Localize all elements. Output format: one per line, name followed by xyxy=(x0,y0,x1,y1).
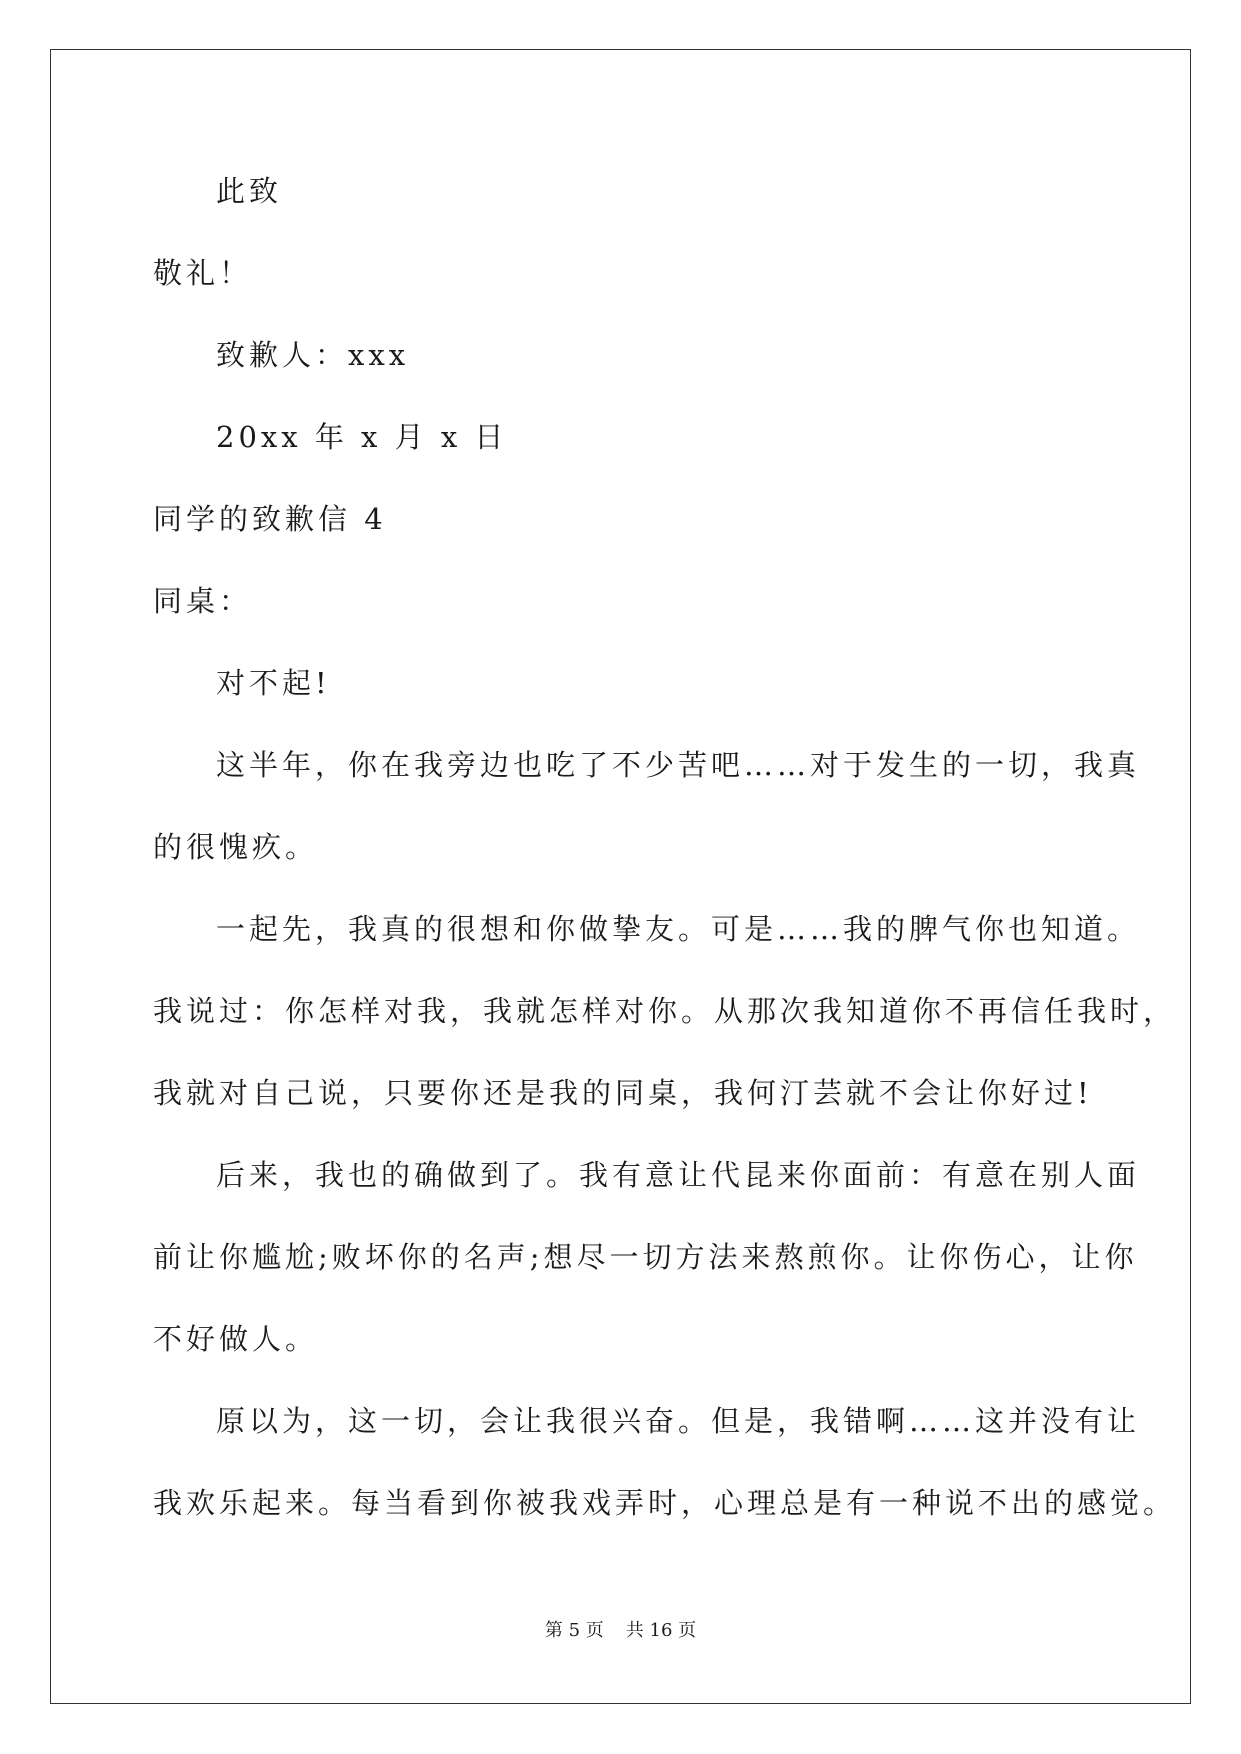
page-total: 共 16 页 xyxy=(625,1620,697,1641)
page-number: 第 5 页 xyxy=(544,1620,604,1641)
body-line: 前让你尴尬;败坏你的名声;想尽一切方法来熬煎你。让你伤心，让你 xyxy=(153,1240,1138,1274)
recipient-line: 同桌： xyxy=(153,584,253,618)
body-line: 的很愧疚。 xyxy=(153,830,319,864)
closing-line: 此致 xyxy=(216,174,283,208)
body-line: 我说过：你怎样对我，我就怎样对你。从那次我知道你不再信任我时， xyxy=(153,994,1177,1028)
body-line: 后来，我也的确做到了。我有意让代昆来你面前：有意在别人面 xyxy=(216,1158,1141,1192)
salutation-line: 敬礼！ xyxy=(153,256,253,290)
section-heading: 同学的致歉信 4 xyxy=(153,502,387,536)
date-line: 20xx 年 x 月 x 日 xyxy=(216,420,508,454)
body-line: 我欢乐起来。每当看到你被我戏弄时，心理总是有一种说不出的感觉。 xyxy=(153,1486,1177,1520)
body-line: 原以为，这一切，会让我很兴奋。但是，我错啊……这并没有让 xyxy=(216,1404,1141,1438)
body-line: 不好做人。 xyxy=(153,1322,319,1356)
body-line: 对不起! xyxy=(216,666,331,700)
body-line: 我就对自己说，只要你还是我的同桌，我何汀芸就不会让你好过! xyxy=(153,1076,1093,1110)
page-footer xyxy=(0,1620,1241,1642)
body-line: 一起先，我真的很想和你做挚友。可是……我的脾气你也知道。 xyxy=(216,912,1141,946)
page-border xyxy=(50,49,1191,1704)
body-line: 这半年，你在我旁边也吃了不少苦吧……对于发生的一切，我真 xyxy=(216,748,1141,782)
signature-line: 致歉人：xxx xyxy=(216,338,410,372)
